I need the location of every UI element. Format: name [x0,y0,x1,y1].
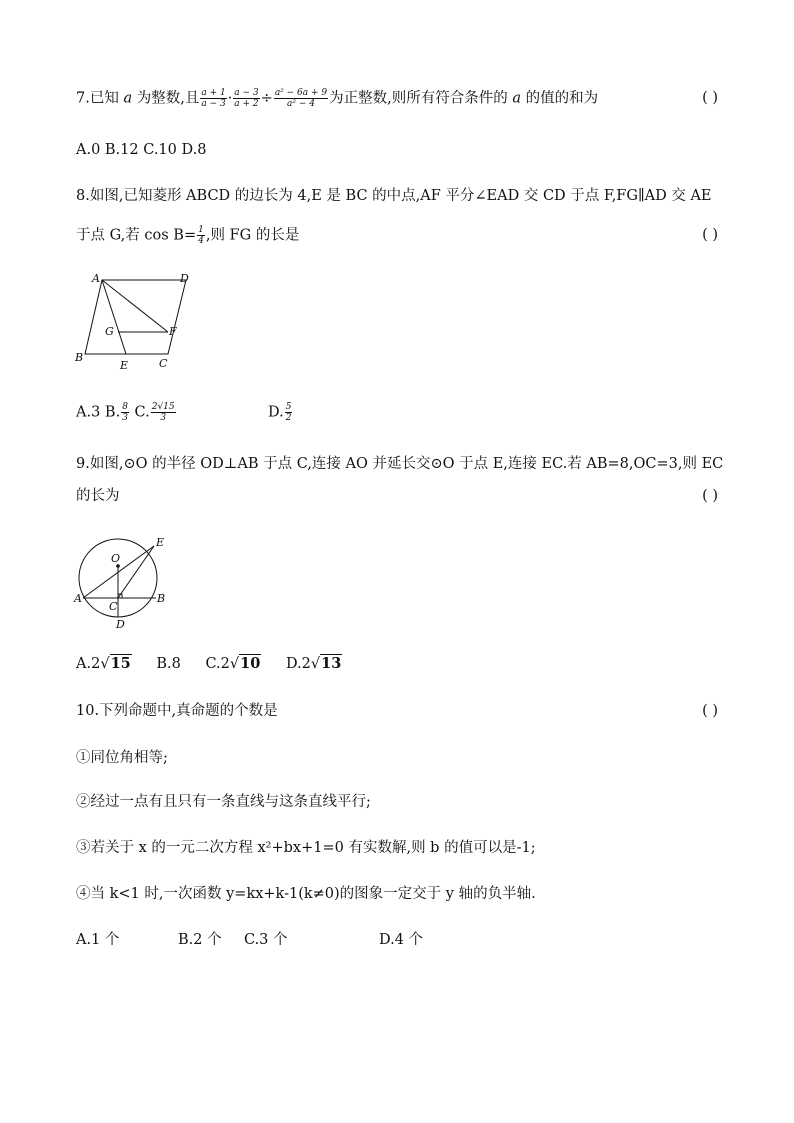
q9-answer-blank[interactable]: ( ) [702,488,718,504]
label-a: A [92,272,100,285]
q8-stem-line2 [76,225,299,246]
q9-opt-a-label: A.2 [76,656,101,672]
q10-statement-4: ④当 k<1 时,一次函数 y=kx+k-1(k≠0)的图象一定交于 y 轴的负半轴. [76,886,536,902]
q9-opt-c-sqrt: √10 [229,655,261,672]
q9-option-b: B.8 [156,656,181,672]
q8-options [76,402,177,423]
q8-option-d [268,402,293,423]
q8-cos-den: 4 [198,236,204,246]
q10-statement-1: ①同位角相等; [76,750,168,766]
q10-option-b: B.2 个 [178,932,222,948]
q10-statement-3: ③若关于 x 的一元二次方程 x²+bx+1=0 有实数解,则 b 的值可以是-1; [76,840,536,856]
q9-option-a [76,654,132,674]
q9-option-c [205,654,261,674]
q8-stem-line1: 8.如图,已知菱形 ABCD 的边长为 4,E 是 BC 的中点,AF 平分∠EAD 交 CD 于点 F,FG∥AD 交 AE [76,188,712,204]
q9-stem-line1: 9.如图,⊙O 的半径 OD⊥AB 于点 C,连接 AO 并延长交⊙O 于点 E,连接 EC.若 AB=8,OC=3,则 EC [76,456,724,472]
q7-mid2: 为正整数,则所有符合条件的 [329,90,513,107]
label-d: D [180,272,189,285]
q8-opt-d-num: 5 [285,402,292,412]
q8-line2-post: ,则 FG 的长是 [205,227,300,244]
q8-rhombus-figure [70,268,200,378]
q10-option-d: D.4 个 [379,932,424,948]
q7-fraction-2 [233,88,259,109]
q8-opt-d-den: 2 [285,413,292,423]
label-e: E [156,536,165,549]
q8-opt-c-den: 3 [160,413,167,423]
q8-opt-c-fraction [151,402,176,423]
q7-suffix: 的值的和为 [521,90,599,107]
q8-line2-pre: 于点 G,若 cos B= [76,227,197,244]
q7-f1-denominator: a − 3 [201,99,226,109]
rhombus-abcd [85,280,186,354]
q9-options [76,654,342,674]
q9-option-d [286,654,342,674]
label-b: B [75,351,84,364]
q7-fraction-3 [274,88,328,109]
label-c: C [109,600,118,613]
q7-var-a2: a [512,90,522,107]
q8-opt-c-num: 2√15 [151,402,175,412]
q7-var-a: a [123,90,133,107]
q10-answer-blank[interactable]: ( ) [702,703,718,719]
q7-prefix: 7.已知 [76,90,124,107]
label-o: O [111,552,121,565]
q8-cos-num: 1 [198,225,204,235]
q8-opt-b-fraction [121,402,129,423]
segment-ae [102,280,126,354]
label-d: D [116,618,125,631]
q8-opt-b-den: 3 [122,413,128,423]
q7-f3-denominator: a² − 4 [286,99,315,109]
label-e: E [120,359,129,372]
q7-f3-numerator: a² − 6a + 9 [274,88,328,98]
label-f: F [169,325,177,338]
q8-answer-blank[interactable]: ( ) [702,227,718,243]
q8-opt-a: A.3 B. [76,404,121,421]
q10-option-a: A.1 个 [76,932,120,948]
q9-opt-d-label: D.2 [285,656,311,672]
label-a: A [74,592,82,605]
q9-opt-a-sqrt: √15 [100,655,131,672]
q7-f2-numerator: a − 3 [234,88,259,98]
q9-opt-d-radicand: 13 [321,655,342,672]
label-b: B [157,592,166,605]
q9-opt-d-sqrt: √13 [310,655,342,672]
q9-circle-figure [70,532,180,632]
label-g: G [105,325,114,338]
q8-opt-d-fraction [285,402,293,423]
q8-opt-b-num: 8 [122,402,128,412]
q7-answer-blank[interactable]: ( ) [702,90,718,106]
q9-stem-line2: 的长为 [76,488,120,504]
q7-options: A.0 B.12 C.10 D.8 [76,142,207,158]
q9-opt-a-radicand: 15 [110,655,131,672]
q10-statement-2: ②经过一点有且只有一条直线与这条直线平行; [76,794,371,810]
q10-option-c: C.3 个 [244,932,288,948]
q9-opt-c-label: C.2 [205,656,230,672]
q7-stem [76,88,598,109]
q7-op1: · [227,90,233,107]
q7-op2: ÷ [260,90,273,107]
segment-ec [118,546,154,598]
q7-f1-numerator: a + 1 [201,88,226,98]
q7-mid1: 为整数,且 [132,90,200,107]
q8-opt-d: D. [268,404,284,421]
q8-opt-c-pre: C. [129,404,150,421]
q7-f2-denominator: a + 2 [234,99,259,109]
q7-fraction-1 [200,88,226,109]
q10-stem: 10.下列命题中,真命题的个数是 [76,703,278,719]
q9-opt-c-radicand: 10 [240,655,261,672]
label-c: C [159,357,168,370]
q8-cos-fraction [197,225,205,246]
